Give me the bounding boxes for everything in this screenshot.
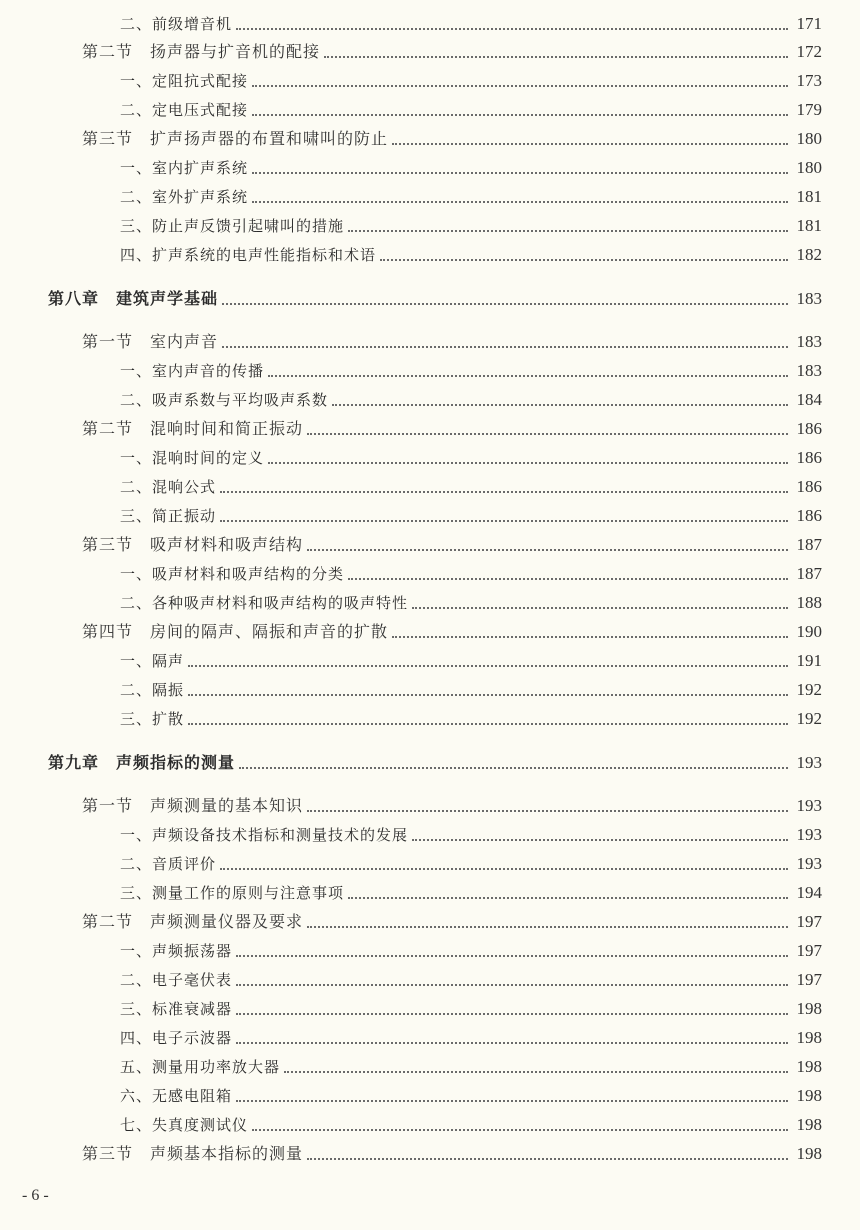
toc-entry-page: 198: [796, 1086, 822, 1105]
toc-entry-title: 二、电子毫伏表: [120, 971, 233, 989]
toc-entry-title: 一、声频振荡器: [120, 942, 233, 960]
toc-entry-title: 一、混响时间的定义: [120, 449, 265, 467]
dot-leader: [348, 230, 788, 232]
toc-entry-page: 190: [796, 622, 822, 641]
toc-entry-item: [120, 444, 822, 472]
toc-entry-page: 171: [796, 14, 822, 33]
toc-entry-section: [82, 531, 822, 559]
toc-entry-title: 二、隔振: [120, 681, 185, 699]
dot-leader: [236, 1100, 788, 1102]
toc-entry-page: 187: [796, 535, 822, 554]
toc-entry-section: [82, 618, 822, 646]
toc-entry-item: [120, 473, 822, 501]
toc-entry-page: 183: [796, 332, 822, 351]
toc-entry-title: 第二节 扬声器与扩音机的配接: [82, 42, 321, 61]
toc-entry-page: 198: [796, 1115, 822, 1134]
toc-entry-title: 第三节 声频基本指标的测量: [82, 1144, 304, 1163]
toc-entry-item: [120, 560, 822, 588]
toc-entry-title: 二、混响公式: [120, 478, 217, 496]
toc-entry-page: 192: [796, 680, 822, 699]
toc-entry-item: [120, 357, 822, 385]
toc-entry-item: [120, 879, 822, 907]
toc-entry-section: [82, 328, 822, 356]
toc-entry-item: [120, 67, 822, 95]
toc-entry-title: 二、各种吸声材料和吸声结构的吸声特性: [120, 594, 409, 612]
dot-leader: [392, 636, 788, 638]
dot-leader: [380, 259, 788, 261]
toc-entry-page: 173: [796, 71, 822, 90]
toc-entry-title: 一、声频设备技术指标和测量技术的发展: [120, 826, 409, 844]
toc-entry-page: 198: [796, 1028, 822, 1047]
toc-entry-page: 197: [796, 970, 822, 989]
dot-leader: [324, 56, 788, 58]
toc-entry-page: 181: [796, 216, 822, 235]
dot-leader: [188, 723, 788, 725]
toc-entry-title: 第四节 房间的隔声、隔振和声音的扩散: [82, 622, 389, 641]
toc-entry-title: 二、音质评价: [120, 855, 217, 873]
dot-leader: [220, 520, 788, 522]
dot-leader: [222, 303, 788, 305]
toc-entry-title: 第二节 声频测量仪器及要求: [82, 912, 304, 931]
toc-entry-section: [82, 415, 822, 443]
toc-entry-item: [120, 1111, 822, 1139]
toc-entry-page: 197: [796, 912, 822, 931]
dot-leader: [188, 665, 788, 667]
toc-entry-item: [120, 995, 822, 1023]
toc-entry-title: 第九章 声频指标的测量: [48, 753, 236, 772]
toc-entry-item: [120, 850, 822, 878]
toc-entry-title: 一、室内声音的传播: [120, 362, 265, 380]
toc-entry-section: [82, 792, 822, 820]
toc-entry-item: [120, 386, 822, 414]
dot-leader: [307, 433, 788, 435]
toc-entry-title: 二、室外扩声系统: [120, 188, 249, 206]
dot-leader: [332, 404, 788, 406]
toc-entry-item: [120, 96, 822, 124]
dot-leader: [236, 28, 788, 30]
toc-entry-page: 186: [796, 448, 822, 467]
toc-entry-title: 第三节 吸声材料和吸声结构: [82, 535, 304, 554]
toc-entry-section: [82, 908, 822, 936]
toc-entry-page: 183: [796, 361, 822, 380]
toc-entry-title: 第三节 扩声扬声器的布置和啸叫的防止: [82, 129, 389, 148]
dot-leader: [268, 462, 788, 464]
toc-entry-title: 一、定阻抗式配接: [120, 72, 249, 90]
dot-leader: [220, 868, 788, 870]
dot-leader: [348, 897, 788, 899]
toc-entry-page: 193: [796, 796, 822, 815]
toc-entry-title: 第二节 混响时间和简正振动: [82, 419, 304, 438]
toc-entry-page: 172: [796, 42, 822, 61]
toc-entry-title: 三、标准衰减器: [120, 1000, 233, 1018]
toc-entry-section: [82, 125, 822, 153]
dot-leader: [307, 1158, 788, 1160]
toc-entry-section: [82, 1140, 822, 1168]
dot-leader: [252, 114, 788, 116]
toc-entry-page: 197: [796, 941, 822, 960]
toc-entry-title: 二、前级增音机: [120, 15, 233, 33]
toc-entry-title: 四、扩声系统的电声性能指标和术语: [120, 246, 377, 264]
toc-entry-title: 一、隔声: [120, 652, 185, 670]
dot-leader: [268, 375, 788, 377]
toc-entry-title: 五、测量用功率放大器: [120, 1058, 281, 1076]
toc-entry-page: 198: [796, 1057, 822, 1076]
toc-entry-title: 一、室内扩声系统: [120, 159, 249, 177]
toc-entry-item: [120, 821, 822, 849]
dot-leader: [236, 955, 788, 957]
toc-entry-item: [120, 966, 822, 994]
dot-leader: [252, 85, 788, 87]
toc-entry-page: 193: [796, 753, 822, 772]
toc-entry-item: [120, 10, 822, 38]
dot-leader: [188, 694, 788, 696]
dot-leader: [392, 143, 788, 145]
toc-entry-item: [120, 705, 822, 733]
toc-entry-page: 186: [796, 419, 822, 438]
toc-entry-item: [120, 1024, 822, 1052]
toc-entry-item: [120, 1082, 822, 1110]
toc-entry-page: 194: [796, 883, 822, 902]
dot-leader: [236, 1042, 788, 1044]
toc-entry-page: 198: [796, 999, 822, 1018]
toc-entry-title: 三、扩散: [120, 710, 185, 728]
toc-entry-title: 四、电子示波器: [120, 1029, 233, 1047]
dot-leader: [284, 1071, 788, 1073]
dot-leader: [236, 984, 788, 986]
toc-entry-page: 198: [796, 1144, 822, 1163]
toc-entry-page: 184: [796, 390, 822, 409]
toc-entry-page: 181: [796, 187, 822, 206]
toc-entry-item: [120, 676, 822, 704]
toc-entry-page: 186: [796, 477, 822, 496]
toc-entry-page: 186: [796, 506, 822, 525]
dot-leader: [239, 767, 788, 769]
toc-entry-page: 192: [796, 709, 822, 728]
dot-leader: [412, 607, 788, 609]
dot-leader: [307, 926, 788, 928]
toc-entry-item: [120, 212, 822, 240]
dot-leader: [307, 549, 788, 551]
toc-entry-title: 第一节 声频测量的基本知识: [82, 796, 304, 815]
toc-entry-section: [82, 38, 822, 66]
toc-entry-item: [120, 589, 822, 617]
toc-entry-title: 三、测量工作的原则与注意事项: [120, 884, 345, 902]
toc-entry-title: 三、简正振动: [120, 507, 217, 525]
dot-leader: [236, 1013, 788, 1015]
toc-entry-item: [120, 154, 822, 182]
toc-entry-title: 七、失真度测试仪: [120, 1116, 249, 1134]
toc-entry-chapter: [48, 749, 822, 777]
toc-entry-title: 第八章 建筑声学基础: [48, 289, 219, 308]
toc-entry-item: [120, 1053, 822, 1081]
toc-entry-title: 一、吸声材料和吸声结构的分类: [120, 565, 345, 583]
dot-leader: [220, 491, 788, 493]
dot-leader: [412, 839, 788, 841]
toc-entry-title: 二、吸声系数与平均吸声系数: [120, 391, 329, 409]
toc-entry-item: [120, 647, 822, 675]
toc-entry-page: 187: [796, 564, 822, 583]
toc-entry-item: [120, 183, 822, 211]
toc-entry-page: 180: [796, 158, 822, 177]
page-number: - 6 -: [22, 1187, 49, 1204]
toc-entry-item: [120, 502, 822, 530]
dot-leader: [252, 172, 788, 174]
dot-leader: [222, 346, 788, 348]
toc-entry-title: 二、定电压式配接: [120, 101, 249, 119]
toc-entry-page: 179: [796, 100, 822, 119]
dot-leader: [348, 578, 788, 580]
toc-entry-page: 191: [796, 651, 822, 670]
dot-leader: [307, 810, 788, 812]
toc-entry-page: 188: [796, 593, 822, 612]
toc-entry-item: [120, 241, 822, 269]
toc-entry-title: 三、防止声反馈引起啸叫的措施: [120, 217, 345, 235]
toc-entry-title: 六、无感电阻箱: [120, 1087, 233, 1105]
toc-entry-page: 193: [796, 825, 822, 844]
toc-entry-item: [120, 937, 822, 965]
toc-entry-page: 180: [796, 129, 822, 148]
toc-entry-chapter: [48, 285, 822, 313]
toc-entry-page: 182: [796, 245, 822, 264]
dot-leader: [252, 1129, 788, 1131]
dot-leader: [252, 201, 788, 203]
toc-entry-page: 193: [796, 854, 822, 873]
toc-entry-title: 第一节 室内声音: [82, 332, 219, 351]
toc-entry-page: 183: [796, 289, 822, 308]
